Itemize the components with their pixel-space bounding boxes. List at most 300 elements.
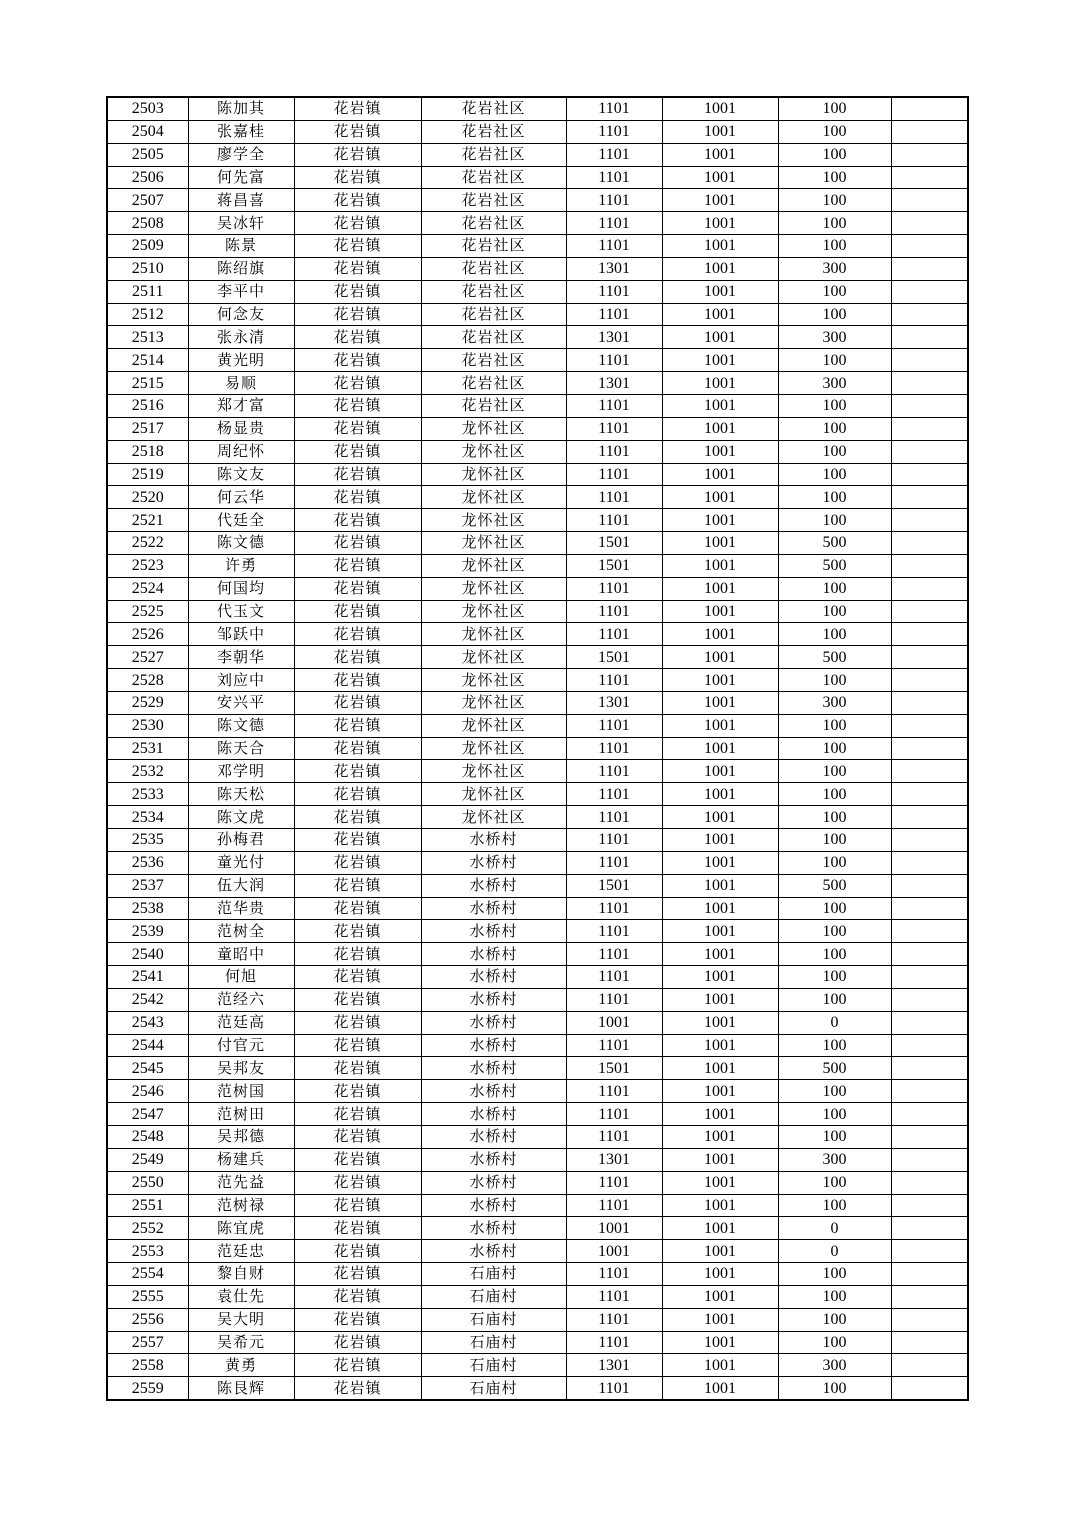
- community-cell: 水桥村: [421, 1057, 566, 1080]
- remark-cell: [891, 1080, 968, 1103]
- row-number-cell: 2559: [107, 1377, 188, 1400]
- town-cell: 花岩镇: [294, 851, 421, 874]
- table-row: [107, 783, 968, 806]
- town-cell: 花岩镇: [294, 189, 421, 212]
- remark-cell: [891, 988, 968, 1011]
- community-cell: 花岩社区: [421, 97, 566, 120]
- code-b-cell: 1001: [662, 1080, 778, 1103]
- table-row: [107, 874, 968, 897]
- code-b-cell: 1001: [662, 166, 778, 189]
- name-cell: 范先益: [188, 1171, 294, 1194]
- code-b-cell: 1001: [662, 143, 778, 166]
- code-b-cell: 1001: [662, 394, 778, 417]
- code-b-cell: 1001: [662, 1103, 778, 1126]
- row-number-cell: 2547: [107, 1103, 188, 1126]
- amount-cell: 500: [778, 646, 891, 669]
- town-cell: 花岩镇: [294, 372, 421, 395]
- code-b-cell: 1001: [662, 1125, 778, 1148]
- amount-cell: 0: [778, 1011, 891, 1034]
- table-row: [107, 966, 968, 989]
- code-a-cell: 1101: [566, 1080, 662, 1103]
- row-number-cell: 2524: [107, 577, 188, 600]
- row-number-cell: 2546: [107, 1080, 188, 1103]
- town-cell: 花岩镇: [294, 532, 421, 555]
- amount-cell: 100: [778, 189, 891, 212]
- code-a-cell: 1101: [566, 1034, 662, 1057]
- row-number-cell: 2535: [107, 829, 188, 852]
- community-cell: 花岩社区: [421, 166, 566, 189]
- name-cell: 范廷忠: [188, 1240, 294, 1263]
- code-a-cell: 1101: [566, 394, 662, 417]
- remark-cell: [891, 1034, 968, 1057]
- row-number-cell: 2541: [107, 966, 188, 989]
- amount-cell: 300: [778, 1148, 891, 1171]
- remark-cell: [891, 372, 968, 395]
- amount-cell: 100: [778, 897, 891, 920]
- amount-cell: 100: [778, 280, 891, 303]
- row-number-cell: 2539: [107, 920, 188, 943]
- remark-cell: [891, 646, 968, 669]
- row-number-cell: 2557: [107, 1331, 188, 1354]
- remark-cell: [891, 1194, 968, 1217]
- name-cell: 吴邦友: [188, 1057, 294, 1080]
- amount-cell: 100: [778, 97, 891, 120]
- amount-cell: 100: [778, 1034, 891, 1057]
- amount-cell: 100: [778, 349, 891, 372]
- amount-cell: 100: [778, 1171, 891, 1194]
- name-cell: 童光付: [188, 851, 294, 874]
- row-number-cell: 2532: [107, 760, 188, 783]
- community-cell: 水桥村: [421, 851, 566, 874]
- code-a-cell: 1101: [566, 212, 662, 235]
- town-cell: 花岩镇: [294, 714, 421, 737]
- town-cell: 花岩镇: [294, 1240, 421, 1263]
- code-a-cell: 1101: [566, 143, 662, 166]
- community-cell: 石庙村: [421, 1285, 566, 1308]
- data-table: [106, 96, 969, 1401]
- row-number-cell: 2527: [107, 646, 188, 669]
- remark-cell: [891, 189, 968, 212]
- table-row: [107, 166, 968, 189]
- name-cell: 吴大明: [188, 1308, 294, 1331]
- community-cell: 龙怀社区: [421, 417, 566, 440]
- name-cell: 范树国: [188, 1080, 294, 1103]
- remark-cell: [891, 417, 968, 440]
- row-number-cell: 2554: [107, 1263, 188, 1286]
- code-b-cell: 1001: [662, 463, 778, 486]
- amount-cell: 300: [778, 1354, 891, 1377]
- name-cell: 陈宜虎: [188, 1217, 294, 1240]
- name-cell: 陈文友: [188, 463, 294, 486]
- code-b-cell: 1001: [662, 966, 778, 989]
- code-a-cell: 1101: [566, 280, 662, 303]
- remark-cell: [891, 943, 968, 966]
- amount-cell: 100: [778, 943, 891, 966]
- table-row: [107, 326, 968, 349]
- town-cell: 花岩镇: [294, 691, 421, 714]
- community-cell: 石庙村: [421, 1308, 566, 1331]
- name-cell: 周纪怀: [188, 440, 294, 463]
- code-a-cell: 1101: [566, 783, 662, 806]
- row-number-cell: 2534: [107, 806, 188, 829]
- town-cell: 花岩镇: [294, 1331, 421, 1354]
- row-number-cell: 2542: [107, 988, 188, 1011]
- town-cell: 花岩镇: [294, 1080, 421, 1103]
- community-cell: 水桥村: [421, 988, 566, 1011]
- code-b-cell: 1001: [662, 1057, 778, 1080]
- amount-cell: 300: [778, 326, 891, 349]
- code-a-cell: 1101: [566, 737, 662, 760]
- community-cell: 花岩社区: [421, 235, 566, 258]
- code-a-cell: 1101: [566, 120, 662, 143]
- amount-cell: 100: [778, 1080, 891, 1103]
- remark-cell: [891, 97, 968, 120]
- code-a-cell: 1301: [566, 326, 662, 349]
- community-cell: 龙怀社区: [421, 669, 566, 692]
- table-row: [107, 1148, 968, 1171]
- town-cell: 花岩镇: [294, 509, 421, 532]
- code-a-cell: 1101: [566, 988, 662, 1011]
- row-number-cell: 2514: [107, 349, 188, 372]
- remark-cell: [891, 212, 968, 235]
- community-cell: 龙怀社区: [421, 440, 566, 463]
- amount-cell: 100: [778, 920, 891, 943]
- town-cell: 花岩镇: [294, 943, 421, 966]
- town-cell: 花岩镇: [294, 97, 421, 120]
- code-a-cell: 1101: [566, 1103, 662, 1126]
- remark-cell: [891, 1011, 968, 1034]
- town-cell: 花岩镇: [294, 1103, 421, 1126]
- town-cell: 花岩镇: [294, 143, 421, 166]
- code-b-cell: 1001: [662, 554, 778, 577]
- town-cell: 花岩镇: [294, 463, 421, 486]
- code-a-cell: 1101: [566, 1125, 662, 1148]
- amount-cell: 100: [778, 303, 891, 326]
- remark-cell: [891, 326, 968, 349]
- town-cell: 花岩镇: [294, 646, 421, 669]
- table-row: [107, 1263, 968, 1286]
- code-b-cell: 1001: [662, 851, 778, 874]
- table-row: [107, 120, 968, 143]
- community-cell: 水桥村: [421, 897, 566, 920]
- remark-cell: [891, 463, 968, 486]
- table-row: [107, 1217, 968, 1240]
- amount-cell: 100: [778, 509, 891, 532]
- code-a-cell: 1101: [566, 806, 662, 829]
- amount-cell: 500: [778, 1057, 891, 1080]
- table-row: [107, 486, 968, 509]
- community-cell: 水桥村: [421, 1011, 566, 1034]
- name-cell: 李平中: [188, 280, 294, 303]
- community-cell: 花岩社区: [421, 394, 566, 417]
- row-number-cell: 2529: [107, 691, 188, 714]
- code-a-cell: 1101: [566, 1194, 662, 1217]
- community-cell: 龙怀社区: [421, 737, 566, 760]
- code-b-cell: 1001: [662, 120, 778, 143]
- code-a-cell: 1101: [566, 509, 662, 532]
- code-a-cell: 1101: [566, 1171, 662, 1194]
- name-cell: 吴邦德: [188, 1125, 294, 1148]
- name-cell: 安兴平: [188, 691, 294, 714]
- code-a-cell: 1101: [566, 1377, 662, 1400]
- remark-cell: [891, 1217, 968, 1240]
- amount-cell: 100: [778, 966, 891, 989]
- amount-cell: 100: [778, 120, 891, 143]
- name-cell: 杨建兵: [188, 1148, 294, 1171]
- table-row: [107, 1331, 968, 1354]
- town-cell: 花岩镇: [294, 1171, 421, 1194]
- code-b-cell: 1001: [662, 486, 778, 509]
- town-cell: 花岩镇: [294, 1354, 421, 1377]
- row-number-cell: 2530: [107, 714, 188, 737]
- community-cell: 花岩社区: [421, 349, 566, 372]
- name-cell: 何国均: [188, 577, 294, 600]
- amount-cell: 100: [778, 440, 891, 463]
- row-number-cell: 2555: [107, 1285, 188, 1308]
- table-row: [107, 303, 968, 326]
- table-row: [107, 1240, 968, 1263]
- amount-cell: 100: [778, 394, 891, 417]
- code-b-cell: 1001: [662, 714, 778, 737]
- table-row: [107, 189, 968, 212]
- code-a-cell: 1101: [566, 966, 662, 989]
- amount-cell: 100: [778, 669, 891, 692]
- amount-cell: 100: [778, 577, 891, 600]
- row-number-cell: 2526: [107, 623, 188, 646]
- amount-cell: 300: [778, 257, 891, 280]
- amount-cell: 500: [778, 532, 891, 555]
- amount-cell: 0: [778, 1217, 891, 1240]
- table-row: [107, 737, 968, 760]
- remark-cell: [891, 440, 968, 463]
- name-cell: 蒋昌喜: [188, 189, 294, 212]
- code-a-cell: 1101: [566, 669, 662, 692]
- amount-cell: 100: [778, 1308, 891, 1331]
- name-cell: 陈天合: [188, 737, 294, 760]
- remark-cell: [891, 851, 968, 874]
- table-row: [107, 372, 968, 395]
- remark-cell: [891, 1103, 968, 1126]
- table-row: [107, 623, 968, 646]
- row-number-cell: 2504: [107, 120, 188, 143]
- code-a-cell: 1101: [566, 1308, 662, 1331]
- table-row: [107, 1354, 968, 1377]
- table-row: [107, 600, 968, 623]
- amount-cell: 100: [778, 166, 891, 189]
- row-number-cell: 2520: [107, 486, 188, 509]
- amount-cell: 100: [778, 988, 891, 1011]
- code-b-cell: 1001: [662, 988, 778, 1011]
- community-cell: 龙怀社区: [421, 509, 566, 532]
- name-cell: 黎自财: [188, 1263, 294, 1286]
- code-b-cell: 1001: [662, 326, 778, 349]
- code-a-cell: 1101: [566, 943, 662, 966]
- code-a-cell: 1101: [566, 166, 662, 189]
- code-a-cell: 1101: [566, 577, 662, 600]
- community-cell: 水桥村: [421, 1194, 566, 1217]
- community-cell: 龙怀社区: [421, 486, 566, 509]
- remark-cell: [891, 532, 968, 555]
- town-cell: 花岩镇: [294, 417, 421, 440]
- row-number-cell: 2552: [107, 1217, 188, 1240]
- table-row: [107, 1377, 968, 1400]
- amount-cell: 100: [778, 600, 891, 623]
- name-cell: 黄光明: [188, 349, 294, 372]
- code-a-cell: 1501: [566, 874, 662, 897]
- community-cell: 水桥村: [421, 920, 566, 943]
- remark-cell: [891, 486, 968, 509]
- amount-cell: 100: [778, 806, 891, 829]
- name-cell: 范华贵: [188, 897, 294, 920]
- community-cell: 花岩社区: [421, 143, 566, 166]
- community-cell: 石庙村: [421, 1263, 566, 1286]
- row-number-cell: 2549: [107, 1148, 188, 1171]
- code-a-cell: 1301: [566, 257, 662, 280]
- row-number-cell: 2523: [107, 554, 188, 577]
- row-number-cell: 2537: [107, 874, 188, 897]
- code-a-cell: 1101: [566, 897, 662, 920]
- amount-cell: 100: [778, 1331, 891, 1354]
- table-row: [107, 349, 968, 372]
- code-b-cell: 1001: [662, 280, 778, 303]
- table-row: [107, 943, 968, 966]
- town-cell: 花岩镇: [294, 874, 421, 897]
- name-cell: 杨显贵: [188, 417, 294, 440]
- code-a-cell: 1101: [566, 189, 662, 212]
- name-cell: 童昭中: [188, 943, 294, 966]
- name-cell: 付官元: [188, 1034, 294, 1057]
- code-a-cell: 1001: [566, 1240, 662, 1263]
- town-cell: 花岩镇: [294, 486, 421, 509]
- table-row: [107, 829, 968, 852]
- name-cell: 陈艮辉: [188, 1377, 294, 1400]
- table-row: [107, 577, 968, 600]
- remark-cell: [891, 920, 968, 943]
- community-cell: 花岩社区: [421, 303, 566, 326]
- name-cell: 张永清: [188, 326, 294, 349]
- table-row: [107, 417, 968, 440]
- row-number-cell: 2507: [107, 189, 188, 212]
- amount-cell: 100: [778, 143, 891, 166]
- name-cell: 张嘉桂: [188, 120, 294, 143]
- code-a-cell: 1101: [566, 760, 662, 783]
- table-row: [107, 280, 968, 303]
- remark-cell: [891, 1148, 968, 1171]
- code-a-cell: 1001: [566, 1217, 662, 1240]
- code-b-cell: 1001: [662, 623, 778, 646]
- table-row: [107, 1080, 968, 1103]
- name-cell: 范经六: [188, 988, 294, 1011]
- code-b-cell: 1001: [662, 532, 778, 555]
- table-row: [107, 143, 968, 166]
- remark-cell: [891, 257, 968, 280]
- table-row: [107, 714, 968, 737]
- row-number-cell: 2548: [107, 1125, 188, 1148]
- town-cell: 花岩镇: [294, 1034, 421, 1057]
- code-b-cell: 1001: [662, 577, 778, 600]
- community-cell: 水桥村: [421, 1148, 566, 1171]
- name-cell: 廖学全: [188, 143, 294, 166]
- community-cell: 水桥村: [421, 829, 566, 852]
- community-cell: 龙怀社区: [421, 783, 566, 806]
- code-b-cell: 1001: [662, 1194, 778, 1217]
- code-a-cell: 1101: [566, 303, 662, 326]
- remark-cell: [891, 349, 968, 372]
- town-cell: 花岩镇: [294, 1285, 421, 1308]
- table-row: [107, 1171, 968, 1194]
- code-a-cell: 1101: [566, 417, 662, 440]
- code-a-cell: 1101: [566, 851, 662, 874]
- row-number-cell: 2525: [107, 600, 188, 623]
- amount-cell: 100: [778, 486, 891, 509]
- row-number-cell: 2556: [107, 1308, 188, 1331]
- remark-cell: [891, 554, 968, 577]
- name-cell: 何云华: [188, 486, 294, 509]
- name-cell: 吴希元: [188, 1331, 294, 1354]
- name-cell: 陈绍旗: [188, 257, 294, 280]
- remark-cell: [891, 760, 968, 783]
- name-cell: 陈天松: [188, 783, 294, 806]
- code-a-cell: 1101: [566, 486, 662, 509]
- town-cell: 花岩镇: [294, 737, 421, 760]
- table-row: [107, 235, 968, 258]
- table-row: [107, 257, 968, 280]
- amount-cell: 100: [778, 737, 891, 760]
- row-number-cell: 2528: [107, 669, 188, 692]
- name-cell: 何念友: [188, 303, 294, 326]
- community-cell: 石庙村: [421, 1331, 566, 1354]
- remark-cell: [891, 1263, 968, 1286]
- row-number-cell: 2518: [107, 440, 188, 463]
- row-number-cell: 2544: [107, 1034, 188, 1057]
- code-b-cell: 1001: [662, 874, 778, 897]
- row-number-cell: 2508: [107, 212, 188, 235]
- code-b-cell: 1001: [662, 1011, 778, 1034]
- remark-cell: [891, 166, 968, 189]
- row-number-cell: 2545: [107, 1057, 188, 1080]
- table-row: [107, 1285, 968, 1308]
- code-b-cell: 1001: [662, 1240, 778, 1263]
- name-cell: 陈加其: [188, 97, 294, 120]
- town-cell: 花岩镇: [294, 1057, 421, 1080]
- code-a-cell: 1501: [566, 1057, 662, 1080]
- table-row: [107, 394, 968, 417]
- code-a-cell: 1001: [566, 1011, 662, 1034]
- table-row: [107, 669, 968, 692]
- town-cell: 花岩镇: [294, 1263, 421, 1286]
- table-row: [107, 646, 968, 669]
- code-a-cell: 1101: [566, 440, 662, 463]
- remark-cell: [891, 806, 968, 829]
- row-number-cell: 2515: [107, 372, 188, 395]
- remark-cell: [891, 577, 968, 600]
- name-cell: 李朝华: [188, 646, 294, 669]
- row-number-cell: 2513: [107, 326, 188, 349]
- town-cell: 花岩镇: [294, 829, 421, 852]
- remark-cell: [891, 143, 968, 166]
- community-cell: 水桥村: [421, 874, 566, 897]
- code-a-cell: 1101: [566, 349, 662, 372]
- amount-cell: 300: [778, 372, 891, 395]
- code-b-cell: 1001: [662, 1148, 778, 1171]
- town-cell: 花岩镇: [294, 669, 421, 692]
- code-b-cell: 1001: [662, 212, 778, 235]
- amount-cell: 100: [778, 760, 891, 783]
- table-row: [107, 463, 968, 486]
- town-cell: 花岩镇: [294, 1217, 421, 1240]
- amount-cell: 100: [778, 783, 891, 806]
- remark-cell: [891, 120, 968, 143]
